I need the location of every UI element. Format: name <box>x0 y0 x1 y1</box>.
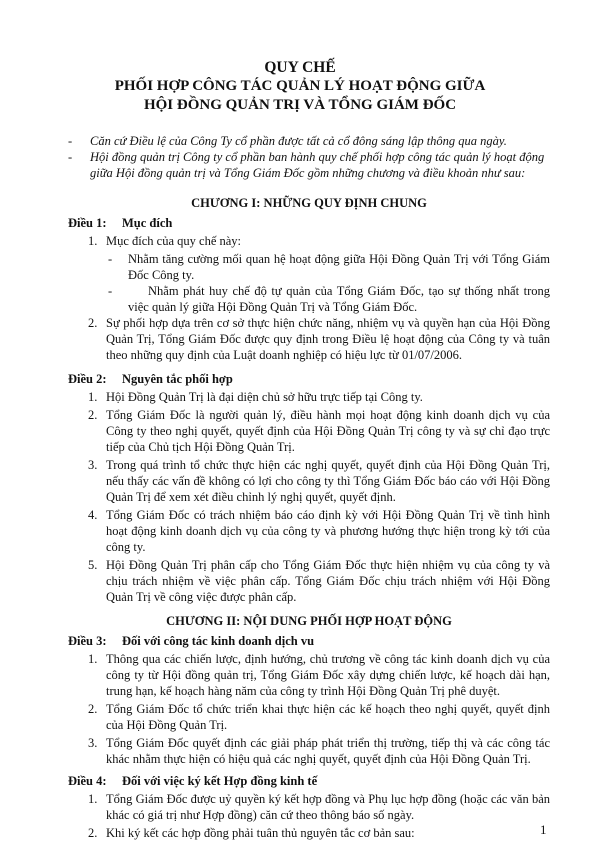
article-heading: Điều 4: Đối với việc ký kết Hợp đồng kinh tế <box>68 774 318 788</box>
list-item: 5. Hội Đồng Quản Trị phân cấp cho Tổng Giám Đốc thực hiện nhiệm vụ của công ty và chịu trách nhiệm về việc phân cấp. Tổng Giám Đốc chịu trách nhiệm với Hội Đồng Quản Trị về công việc được phân cấp. <box>88 558 550 604</box>
list-item: 2. Sự phối hợp dựa trên cơ sở thực hiện chức năng, nhiệm vụ và quyền hạn của Hội Đồng Quản Trị, Tổng Giám Đốc được quy định trong Điều lệ hoạt động của Công ty và tuân theo những quy định của Luật doanh nghiệp có hiệu lực từ 01/07/2006. <box>88 316 550 362</box>
list-item: 1. Hội Đồng Quản Trị là đại diện chủ sở hữu trực tiếp tại Công ty. <box>88 390 423 404</box>
list-item: 3. Trong quá trình tổ chức thực hiện các nghị quyết, quyết định của Hội Đồng Quản Trị, nếu thấy các vấn đề không có lợi cho công ty thì Tổng Giám Đốc báo cáo với Hội Đồng Quản Trị để xem xét điều chỉnh lý nghị quyết, quyết định. <box>88 458 550 504</box>
article-heading: Điều 3: Đối với công tác kinh doanh dịch vu <box>68 634 315 648</box>
list-item: 2. Tổng Giám Đốc tổ chức triển khai thực hiện các kế hoạch theo nghị quyết, quyết định của Hội Đồng Quản Trị. <box>88 702 550 732</box>
list-item: 1. Thông qua các chiến lược, định hướng, chủ trương về công tác kinh doanh dịch vụ của công ty từ Hội đồng quản trị, Tổng Giám Đốc xây dựng chiến lược, kế hoạch dài hạn, trung hạn, kế hoạch hàng năm của công ty trình Hội Đồng Quản Trị phê duyệt. <box>88 652 550 698</box>
title-line-3: HỘI ĐỒNG QUẢN TRỊ VÀ TỔNG GIÁM ĐỐC <box>143 97 457 113</box>
sub-item: - Nhằm phát huy chế độ tự quản của Tổng Giám Đốc, tạo sự thống nhất trong việc quản lý giữa Hội Đồng Quản Trị và Tổng Giám Đốc. <box>108 284 550 314</box>
title-line-1: QUY CHẾ <box>264 59 336 76</box>
document-body <box>68 189 550 843</box>
preamble-item: - Hội đồng quản trị Công ty cổ phần ban hành quy chế phối hợp công tác quản lý hoạt động giữa Hội đồng quản trị và Tổng Giám Đốc gồm những chương và điều khoản như sau: <box>68 150 545 180</box>
list-item: 4. Tổng Giám Đốc có trách nhiệm báo cáo định kỳ với Hội Đồng Quản Trị về tình hình hoạt động kinh doanh dịch vụ của công ty và phương hướng thực hiện trong kỳ tới của công ty. <box>88 508 550 554</box>
preamble <box>68 133 548 181</box>
preamble-item: - Căn cứ Điều lệ của Công Ty cổ phần được tất cả cổ đông sáng lập thông qua ngày. <box>68 134 507 148</box>
page-number: 1 <box>540 822 547 837</box>
list-item: 3. Tổng Giám Đốc quyết định các giải pháp phát triển thị trường, tiếp thị và các công tác khác nhằm thực hiện có hiệu quả các nghị quyết, quyết định của Hội Đồng Quản Trị. <box>88 736 550 766</box>
list-item: 1. Mục đích của quy chế này: <box>88 234 242 248</box>
article-heading: Điều 1: Mục đích <box>68 216 173 230</box>
list-item: 1. Tổng Giám Đốc được uỷ quyền ký kết hợp đồng và Phụ lục hợp đồng (hoặc các văn bản khác có giá trị như Hợp đồng) căn cứ theo thông báo số ngày. <box>88 792 550 822</box>
list-item: 2. Tổng Giám Đốc là người quản lý, điều hành mọi hoạt động kinh doanh dịch vụ của Công ty theo nghị quyết, quyết định của Hội Đồng Quản Trị công ty và sự chỉ đạo trực tiếp của Chủ tịch Hội Đồng Quản Trị. <box>88 408 550 454</box>
document-title <box>0 58 600 115</box>
sub-item: - Nhằm tăng cường mối quan hệ hoạt động giữa Hội Đồng Quản Trị với Tổng Giám Đốc Công ty. <box>108 252 550 282</box>
title-line-2: PHỐI HỢP CÔNG TÁC QUẢN LÝ HOẠT ĐỘNG GIỮA <box>114 78 486 94</box>
chapter-heading: CHƯƠNG II: NỘI DUNG PHỐI HỢP HOẠT ĐỘNG <box>166 614 452 628</box>
list-item: 2. Khi ký kết các hợp đồng phải tuân thủ nguyên tắc cơ bản sau: <box>88 826 415 840</box>
chapter-heading: CHƯƠNG I: NHỮNG QUY ĐỊNH CHUNG <box>191 196 427 210</box>
article-heading: Điều 2: Nguyên tắc phối hợp <box>68 372 233 386</box>
